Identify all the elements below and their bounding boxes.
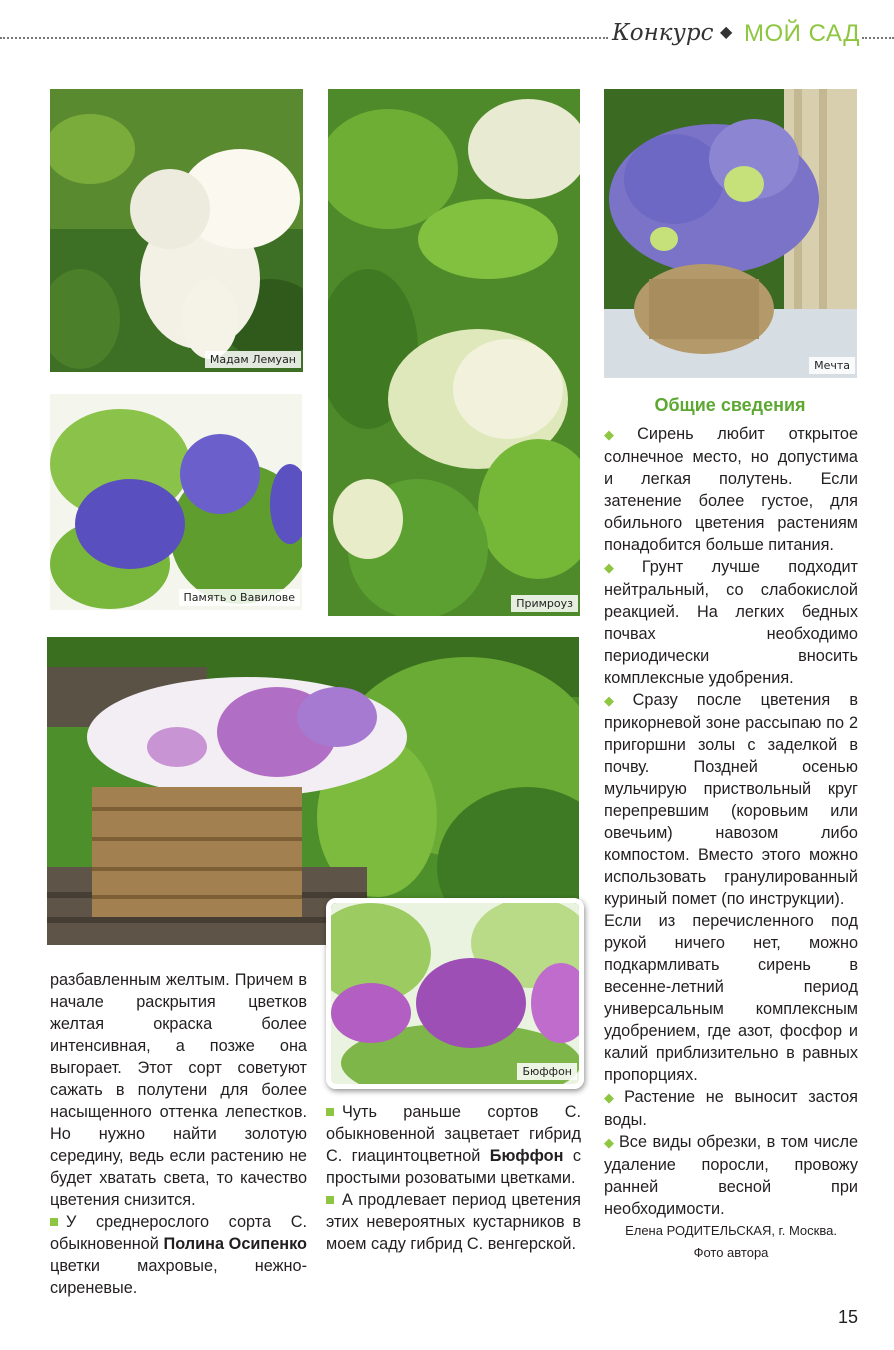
left-column-text [50, 969, 307, 1299]
diamond-icon: ◆ [604, 560, 638, 575]
square-bullet-icon [326, 1108, 334, 1116]
diamond-icon: ◆ [604, 1090, 621, 1105]
header-diamond-icon: ◆ [720, 24, 733, 41]
section-heading: Общие сведения [654, 395, 806, 415]
header-dotted-rule [0, 37, 608, 39]
right-bullet-4: ◆ Растение не выносит застоя воды. [604, 1088, 858, 1129]
header-title: МОЙ САД [744, 20, 860, 47]
right-bullet-1: ◆ Сирень любит открытое солнечное место, но допустима и легкая полутень. Если затенение более густое, для обильного цветения растениям понадобится больше питания. [604, 425, 858, 554]
caption-buffon: Бюффон [517, 1063, 577, 1080]
square-bullet-icon [326, 1196, 334, 1204]
diamond-icon: ◆ [604, 693, 629, 708]
header-dotted-rule-right [862, 37, 894, 39]
middle-paragraph-1: Чуть раньше сортов С. обыкновенной зацветает гибрид С. гиацинтоцветной Бюффон с простыми розоватыми цветками. [326, 1103, 581, 1187]
page-number: 15 [837, 1307, 858, 1327]
right-bullet-3: ◆ Сразу после цветения в прикорневой зоне рассыпаю по 2 пригоршни золы с заделкой в почву. Поздней осенью мульчирую приствольный круг перепревшим (коровьим или овечьим) навозом либо компостом. Вместо этого можно использовать гранулированный куриный помет (по инструкции). [604, 691, 858, 908]
diamond-icon: ◆ [604, 427, 634, 442]
caption-madam: Мадам Лемуан [205, 351, 301, 368]
left-paragraph-2: У среднерослого сорта С. обыкновенной Полина Осипенко цветки махровые, нежно-сиреневые. [50, 1213, 307, 1297]
right-paragraph-plain: Если из перечисленного под рукой ничего нет, можно подкармливать сирень в весенне-летний период универсальным комплексным удобрением, где азот, фосфор и калий приблизительно в равных пропорциях. [604, 912, 858, 1084]
photo-buffon [326, 898, 584, 1089]
caption-primrose: Примроуз [511, 595, 578, 612]
caption-vavilov: Память о Вавилове [179, 589, 300, 606]
photo-vavilov [50, 394, 302, 610]
right-bullet-2: ◆ Грунт лучше подходит нейтральный, со слабокислой реакцией. На легких бедных почвах необходимо периодически вносить комплексные удобрения. [604, 558, 858, 687]
header-section: Конкурс [612, 20, 714, 46]
photo-madam-lemoine [50, 89, 303, 372]
right-bullet-5: ◆ Все виды обрезки, в том числе удаление поросли, провожу ранней весной при необходимости. [604, 1133, 858, 1218]
diamond-icon: ◆ [604, 1135, 615, 1150]
middle-paragraph-2: А продлевает период цветения этих невероятных кустарников в моем саду гибрид С. венгерской. [326, 1191, 581, 1253]
left-paragraph-1: разбавленным желтым. Причем в начале раскрытия цветков желтая окраска более интенсивная, а позже она выгорает. Этот сорт советуют сажать в полутени для более насыщенного оттенка лепестков. Но нужно найти золотую середину, ведь если растению не будет хватать света, то качество цветения снизится. [50, 971, 307, 1209]
right-column-text [604, 423, 858, 1264]
author-signature: Елена РОДИТЕЛЬСКАЯ, г. Москва. [625, 1223, 837, 1238]
middle-column-text [326, 1101, 581, 1255]
square-bullet-icon [50, 1218, 58, 1226]
photo-credit: Фото автора [693, 1245, 769, 1260]
photo-primrose [328, 89, 580, 616]
photo-mechta [604, 89, 857, 378]
caption-mechta: Мечта [809, 357, 855, 374]
